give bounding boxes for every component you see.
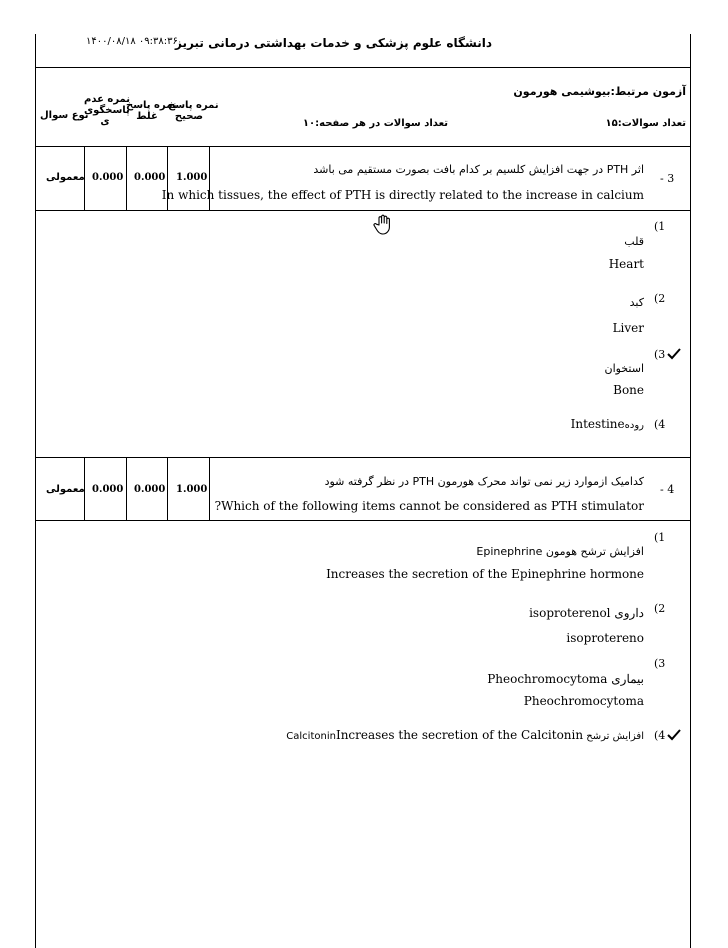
q3-top-line	[35, 146, 691, 147]
q3-unanswered-score: 0.000	[92, 172, 124, 183]
q3-option-3-check-icon	[667, 348, 681, 360]
q4-number: - 4	[660, 483, 675, 496]
q3-text-en: In which tissues, the effect of PTH is directly related to the increase in calcium	[161, 188, 644, 202]
q3-option-4-num: (4	[654, 418, 666, 431]
col-header-wrong-line2: غلط	[136, 111, 158, 122]
col-header-unanswered-line2: پاسخگوی	[84, 105, 130, 116]
q4-type: معمولی	[46, 484, 85, 495]
q4-option-3-fa: بیماری Pheochromocytoma	[487, 672, 644, 686]
total-questions: تعداد سوالات:۱۵	[605, 118, 686, 129]
q4-col-sep-4	[209, 457, 210, 520]
q3-option-3-fa: استخوان	[604, 362, 644, 375]
q4-option-4-text	[286, 728, 644, 742]
q3-option-1-fa: قلب	[624, 235, 644, 248]
university-name: دانشگاه علوم پزشکی و خدمات بهداشتی درمانی تبریز	[175, 36, 492, 50]
header-divider	[35, 67, 691, 68]
q4-text-fa: کدامیک ازموارد زیر نمی تواند محرک هورمون PTH در نظر گرفته شود	[324, 475, 644, 488]
q3-option-3-num: (3	[654, 348, 666, 361]
q3-text-fa: اثر PTH در جهت افزایش کلسیم بر کدام بافت بصورت مستقیم می باشد	[313, 163, 644, 176]
col-header-unanswered-line3: ی	[100, 116, 110, 127]
q4-option-4-en: Increases the secretion of the Calcitonin	[335, 728, 584, 742]
col-header-unanswered-line1: نمره عدم	[84, 94, 131, 105]
right-border	[690, 34, 691, 948]
q4-option-4-check-icon	[667, 729, 681, 741]
q3-col-sep-2	[126, 146, 127, 210]
q3-option-3-en: Bone	[613, 383, 644, 397]
q3-number: - 3	[660, 172, 675, 185]
q4-col-sep-3	[167, 457, 168, 520]
q3-option-4-fa: روده	[624, 420, 644, 431]
q4-option-2-num: (2	[654, 602, 666, 615]
q4-unanswered-score: 0.000	[92, 484, 124, 495]
q3-option-2-fa: کبد	[629, 296, 644, 309]
q4-text-en: Which of the following items cannot be considered as PTH stimulator?	[214, 499, 644, 513]
q4-wrong-score: 0.000	[134, 484, 166, 495]
col-header-wrong-line1: نمره پاسخ	[126, 100, 177, 111]
hand-cursor-icon	[371, 213, 395, 237]
exam-title: آزمون مرتبط:بیوشیمی هورمون	[513, 85, 686, 98]
q3-option-1-num: (1	[654, 220, 666, 233]
questions-per-page: تعداد سوالات در هر صفحه:۱۰	[302, 118, 448, 129]
q3-correct-score: 1.000	[176, 172, 208, 183]
col-header-type-line1: نوع سوال	[40, 110, 89, 121]
col-header-type	[40, 110, 89, 121]
left-border	[35, 34, 36, 948]
q4-option-1-num: (1	[654, 531, 666, 544]
col-header-correct-line2: صحیح	[174, 111, 204, 122]
q4-option-4-fa: افزایش ترشح Calcitonin	[286, 731, 644, 742]
q4-option-3-num: (3	[654, 657, 666, 670]
q4-correct-score: 1.000	[176, 484, 208, 495]
q3-option-4-text	[571, 417, 644, 431]
q3-type: معمولی	[46, 172, 85, 183]
col-header-correct-line1: نمره پاسخ	[168, 100, 219, 111]
q4-option-2-en: isoprotereno	[566, 631, 644, 645]
q3-option-4-en: Intestine	[570, 417, 625, 431]
q3-option-2-num: (2	[654, 292, 666, 305]
col-header-unanswered	[84, 94, 131, 127]
q3-option-1-en: Heart	[608, 257, 644, 271]
q4-option-1-en: Increases the secretion of the Epinephrine hormone	[326, 567, 644, 581]
q4-option-4-num: (4	[654, 729, 666, 742]
q3-bottom-line	[35, 210, 691, 211]
q4-option-1-fa: افزایش ترشح هومون Epinephrine	[476, 545, 644, 558]
col-header-wrong	[126, 100, 177, 122]
q3-option-2-en: Liver	[612, 321, 644, 335]
q3-wrong-score: 0.000	[134, 172, 166, 183]
q4-bottom-line	[35, 520, 691, 521]
q4-option-2-fa: داروی isoproterenol	[529, 606, 644, 620]
q4-col-sep-2	[126, 457, 127, 520]
print-datetime: ۱۴۰۰/۰۸/۱۸ ۰۹:۳۸:۳۶	[86, 36, 178, 47]
q4-option-3-en: Pheochromocytoma	[523, 694, 644, 708]
q4-top-line	[35, 457, 691, 458]
